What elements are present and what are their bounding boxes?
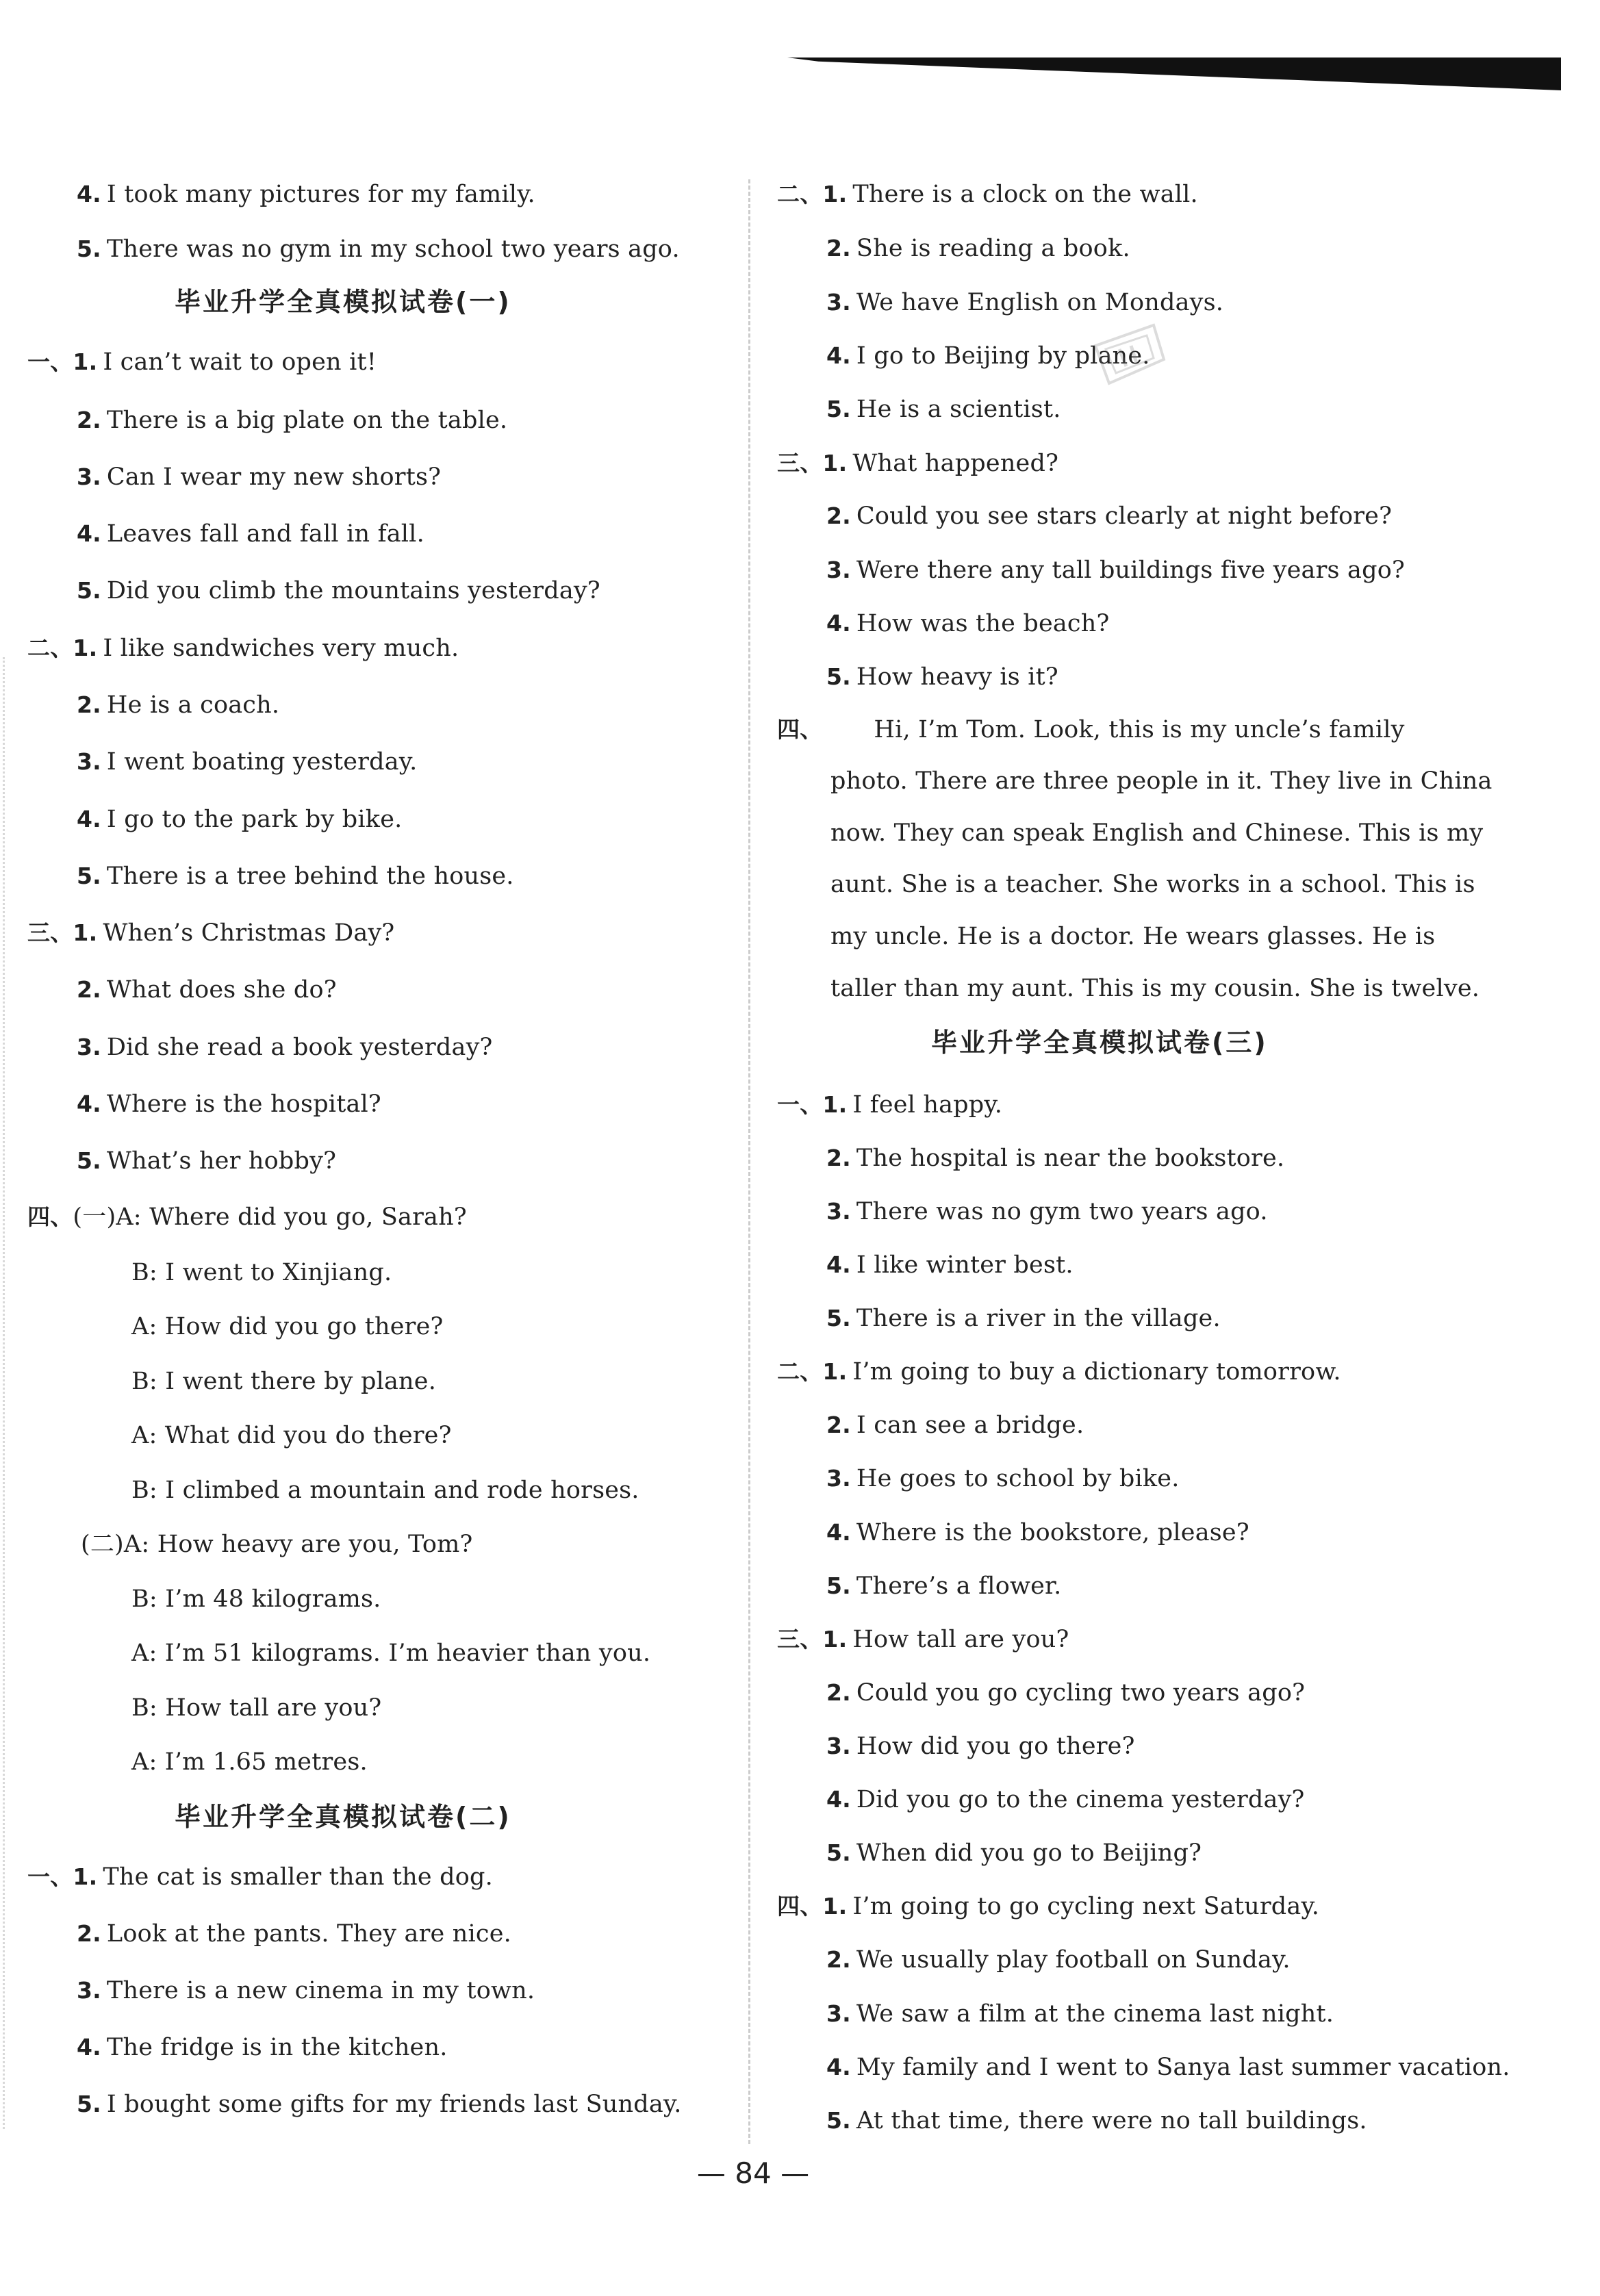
answer-line: [830, 920, 1435, 953]
question-number: 2.: [77, 1920, 101, 1947]
question-number: 3.: [77, 463, 101, 490]
answer-line: [27, 346, 377, 379]
question-number: 2.: [77, 976, 101, 1003]
question-number: 3.: [826, 1733, 851, 1759]
answer-text: He goes to school by bike.: [856, 1465, 1180, 1492]
answer-line: [826, 1195, 1268, 1228]
answer-text: (二)A: How heavy are you, Tom?: [81, 1531, 473, 1558]
answer-text: There was no gym two years ago.: [856, 1198, 1268, 1225]
answer-line: [77, 803, 402, 836]
answer-line: [77, 1917, 511, 1950]
answer-line: [777, 1088, 1002, 1121]
answer-line: [77, 233, 680, 266]
answer-line: [77, 2031, 448, 2064]
answer-line: [77, 518, 424, 550]
answer-text: Can I wear my new shorts?: [106, 463, 442, 491]
answer-text: We usually play football on Sunday.: [856, 1946, 1291, 1974]
question-number: 5.: [77, 235, 101, 262]
answer-line: [77, 973, 337, 1006]
column-divider: [748, 179, 750, 2144]
answer-text: Did you climb the mountains yesterday?: [106, 577, 600, 604]
answer-line: [777, 178, 1198, 211]
answer-line: [777, 1890, 1319, 1923]
section-number: 二、: [27, 635, 73, 661]
answer-text: I bought some gifts for my friends last Sunday.: [106, 2091, 682, 2118]
answer-line: [826, 661, 1058, 693]
answer-text: The cat is smaller than the dog.: [103, 1863, 493, 1891]
question-number: 3.: [77, 748, 101, 775]
answer-line: [77, 404, 507, 437]
answer-line: [826, 1943, 1291, 1976]
answer-text: There is a clock on the wall.: [852, 181, 1198, 208]
answer-text: A: I’m 51 kilograms. I’m heavier than you.: [131, 1640, 651, 1667]
question-number: 4.: [826, 1786, 851, 1813]
question-number: 1.: [73, 1863, 98, 1890]
question-number: 4.: [826, 342, 851, 369]
question-number: 5.: [826, 663, 851, 690]
answer-line: [131, 1746, 368, 1778]
answer-text: I like winter best.: [856, 1251, 1074, 1279]
question-number: 1.: [822, 181, 848, 207]
answer-line: [826, 2104, 1367, 2137]
answer-text: taller than my aunt. This is my cousin. She is twelve.: [830, 975, 1480, 1002]
answer-text: A: I’m 1.65 metres.: [131, 1748, 368, 1776]
answer-text: There is a new cinema in my town.: [106, 1977, 535, 2004]
question-number: 2.: [826, 235, 851, 262]
header-bar-decoration: [787, 58, 1561, 90]
answer-text: There is a river in the village.: [856, 1305, 1221, 1332]
answer-text: B: I’m 48 kilograms.: [131, 1585, 381, 1613]
answer-line: [77, 745, 417, 778]
answer-line: [826, 1142, 1284, 1175]
answer-line: [131, 1637, 650, 1670]
question-number: 5.: [826, 396, 851, 422]
question-number: 4.: [77, 2034, 101, 2061]
question-number: 5.: [826, 1572, 851, 1599]
answer-text: I go to the park by bike.: [106, 806, 403, 833]
answer-line: [77, 178, 535, 211]
question-number: 5.: [77, 863, 101, 889]
answer-text: I like sandwiches very much.: [103, 635, 459, 662]
answer-line: [830, 868, 1475, 901]
answer-line: [826, 1516, 1249, 1549]
question-number: 3.: [826, 2000, 851, 2027]
question-number: 5.: [77, 2091, 101, 2117]
answer-line: [77, 574, 600, 607]
answer-text: Hi, I’m Tom. Look, this is my uncle’s family: [874, 716, 1405, 743]
section-number: 二、: [777, 1358, 823, 1385]
answer-text: How did you go there?: [856, 1733, 1135, 1760]
answer-line: [826, 1570, 1061, 1603]
answer-text: Could you see stars clearly at night before?: [856, 502, 1393, 530]
answer-text: He is a coach.: [106, 691, 280, 719]
question-number: 1.: [822, 1893, 848, 1919]
answer-text: I took many pictures for my family.: [106, 181, 535, 208]
question-number: 3.: [77, 1977, 101, 2004]
section-title: 毕业升学全真模拟试卷(三): [931, 1028, 1268, 1058]
answer-text: What’s her hobby?: [106, 1147, 337, 1175]
answer-text: now. They can speak English and Chinese. This is my: [830, 819, 1484, 847]
answer-text: A: How did you go there?: [131, 1313, 444, 1340]
answer-text: She is reading a book.: [856, 235, 1130, 262]
answer-text: There is a tree behind the house.: [106, 863, 514, 890]
answer-text: I go to Beijing by plane.: [856, 342, 1150, 370]
question-number: 2.: [826, 1679, 851, 1706]
answer-text: Were there any tall buildings five years ago?: [856, 557, 1405, 584]
answer-line: [77, 1974, 535, 2007]
answer-line: [27, 1201, 467, 1234]
question-number: 3.: [77, 1034, 101, 1060]
answer-text: Where is the bookstore, please?: [856, 1519, 1249, 1546]
answer-text: I feel happy.: [852, 1091, 1003, 1119]
answer-line: [826, 1783, 1305, 1816]
question-number: 3.: [826, 557, 851, 583]
answer-text: photo. There are three people in it. They live in China: [830, 767, 1493, 795]
question-number: 1.: [73, 635, 98, 661]
question-number: 2.: [77, 407, 101, 433]
watermark-stamp-icon: [1089, 318, 1171, 394]
section-number: 一、: [27, 348, 73, 375]
answer-line: [826, 393, 1061, 426]
question-number: 1.: [822, 1626, 848, 1653]
answer-line: [826, 1249, 1074, 1281]
answer-text: I can see a bridge.: [856, 1412, 1084, 1439]
section-number: 一、: [27, 1863, 73, 1890]
answer-line: [77, 1145, 336, 1177]
question-number: 1.: [73, 348, 98, 375]
section-number: 三、: [777, 1626, 823, 1653]
answer-text: Where is the hospital?: [106, 1090, 381, 1118]
answer-line: [826, 500, 1392, 533]
question-number: 4.: [826, 2054, 851, 2080]
answer-line: [27, 917, 394, 949]
answer-line: [81, 1528, 473, 1561]
answer-line: [77, 860, 514, 893]
question-number: 1.: [822, 1358, 848, 1385]
question-number: 5.: [77, 577, 101, 604]
answer-text: B: How tall are you?: [131, 1694, 382, 1722]
answer-line: [830, 765, 1493, 798]
answer-text: What does she do?: [106, 976, 337, 1004]
section-number: 三、: [777, 450, 823, 476]
answer-line: [131, 1365, 436, 1398]
answer-text: He is a scientist.: [856, 396, 1061, 423]
answer-text: My family and I went to Sanya last summer vacation.: [856, 2054, 1510, 2081]
answer-line: [77, 1031, 493, 1064]
section-number: 四、: [777, 716, 823, 743]
answer-line: [131, 1474, 639, 1507]
answer-line: [131, 1692, 381, 1724]
answer-line: [77, 689, 279, 722]
answer-text: B: I went to Xinjiang.: [131, 1259, 392, 1286]
answer-text: How tall are you?: [852, 1626, 1069, 1653]
question-number: 4.: [77, 1090, 101, 1117]
section-title: 毕业升学全真模拟试卷(一): [175, 287, 511, 317]
answer-text: A: What did you do there?: [131, 1422, 452, 1449]
section-number: 三、: [27, 919, 73, 946]
answer-text: Look at the pants. They are nice.: [106, 1920, 511, 1948]
answer-line: [826, 1837, 1202, 1870]
answer-line: [77, 1088, 381, 1121]
question-number: 5.: [826, 1305, 851, 1331]
answer-text: B: I went there by plane.: [131, 1368, 437, 1395]
answer-line: [826, 1730, 1135, 1763]
answer-line: [27, 632, 459, 665]
answer-line: [777, 1623, 1069, 1656]
answer-line: [826, 607, 1109, 640]
answer-line: [826, 554, 1405, 587]
question-number: 5.: [77, 1147, 101, 1174]
answer-line: [826, 1302, 1221, 1335]
answer-line: [131, 1583, 381, 1616]
section-number: 四、: [27, 1203, 73, 1230]
answer-text: I can’t wait to open it!: [103, 348, 377, 376]
question-number: 2.: [826, 502, 851, 529]
answer-text: There is a big plate on the table.: [106, 407, 508, 434]
section-number: 四、: [777, 1893, 823, 1919]
answer-text: The fridge is in the kitchen.: [106, 2034, 448, 2061]
question-number: 4.: [826, 610, 851, 637]
question-number: 4.: [826, 1519, 851, 1546]
answer-text: When’s Christmas Day?: [103, 919, 395, 947]
answer-text: my uncle. He is a doctor. He wears glasses. He is: [830, 923, 1436, 950]
page-number: — 84 —: [696, 2156, 810, 2190]
answer-text: (一)A: Where did you go, Sarah?: [73, 1203, 467, 1231]
answer-text: How heavy is it?: [856, 663, 1058, 691]
answer-text: I’m going to buy a dictionary tomorrow.: [852, 1358, 1341, 1386]
answer-text: What happened?: [852, 450, 1059, 477]
answer-text: B: I climbed a mountain and rode horses.: [131, 1477, 639, 1504]
answer-line: [131, 1310, 443, 1343]
answer-text: I went boating yesterday.: [106, 748, 418, 776]
answer-line: [826, 1409, 1084, 1442]
answer-text: How was the beach?: [856, 610, 1110, 637]
answer-line: [77, 2088, 682, 2121]
section-number: 二、: [777, 181, 823, 207]
question-number: 4.: [77, 520, 101, 547]
answer-line: [131, 1256, 392, 1289]
question-number: 2.: [826, 1412, 851, 1438]
answer-line: [826, 1998, 1334, 2030]
answer-line: [830, 817, 1483, 850]
answer-line: [777, 447, 1058, 480]
answer-text: There’s a flower.: [856, 1572, 1062, 1600]
answer-text: Could you go cycling two years ago?: [856, 1679, 1306, 1707]
question-number: 3.: [826, 1198, 851, 1225]
section-number: 一、: [777, 1091, 823, 1118]
binding-edge-dots: [3, 657, 5, 2129]
answer-line: [826, 2051, 1510, 2084]
answer-line: [777, 1355, 1341, 1388]
question-number: 4.: [826, 1251, 851, 1278]
answer-text: We have English on Mondays.: [856, 289, 1224, 316]
question-number: 2.: [826, 1145, 851, 1171]
question-number: 3.: [826, 1465, 851, 1492]
answer-text: At that time, there were no tall buildings.: [856, 2107, 1367, 2134]
answer-text: Leaves fall and fall in fall.: [106, 520, 424, 548]
section-title: 毕业升学全真模拟试卷(二): [175, 1802, 511, 1832]
question-number: 5.: [826, 1839, 851, 1866]
answer-line: [826, 286, 1223, 319]
answer-line: [826, 1676, 1305, 1709]
question-number: 1.: [73, 919, 98, 946]
answer-line: [27, 1861, 493, 1893]
answer-text: The hospital is near the bookstore.: [856, 1145, 1285, 1172]
question-number: 5.: [826, 2107, 851, 2134]
answer-text: Did she read a book yesterday?: [106, 1034, 493, 1061]
question-number: 4.: [77, 806, 101, 832]
answer-line: [826, 1462, 1180, 1495]
answer-line: [777, 713, 1405, 746]
question-number: 4.: [77, 181, 101, 207]
answer-text: aunt. She is a teacher. She works in a school. This is: [830, 871, 1475, 898]
answer-text: Did you go to the cinema yesterday?: [856, 1786, 1305, 1813]
question-number: 1.: [822, 1091, 848, 1118]
answer-line: [830, 972, 1480, 1005]
question-number: 3.: [826, 289, 851, 316]
answer-text: When did you go to Beijing?: [856, 1839, 1202, 1867]
question-number: 1.: [822, 450, 848, 476]
answer-line: [826, 232, 1130, 265]
question-number: 2.: [826, 1946, 851, 1973]
answer-line: [77, 461, 441, 494]
answer-text: I’m going to go cycling next Saturday.: [852, 1893, 1320, 1920]
answer-line: [131, 1419, 452, 1452]
question-number: 2.: [77, 691, 101, 718]
answer-text: We saw a film at the cinema last night.: [856, 2000, 1334, 2028]
answer-text: There was no gym in my school two years ago.: [106, 235, 680, 263]
